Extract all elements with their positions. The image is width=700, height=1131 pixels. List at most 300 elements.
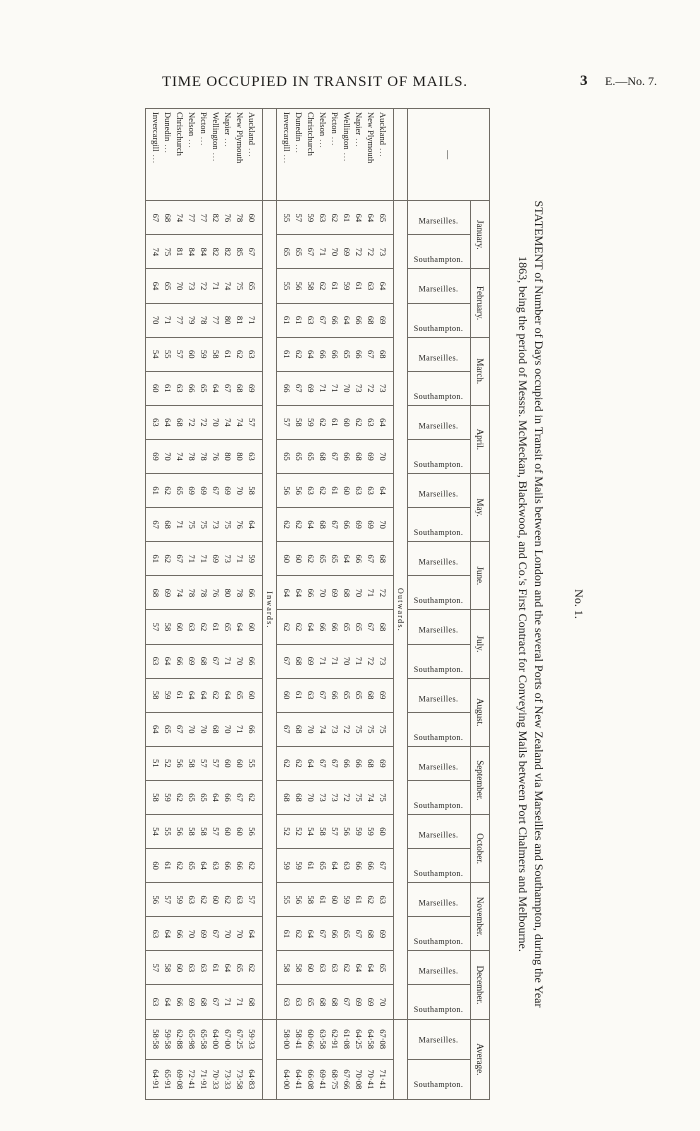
column-header-label: Southampton.: [413, 801, 464, 811]
days-value: 70: [378, 452, 388, 461]
days-value: 64: [163, 418, 173, 427]
days-value: 64: [306, 759, 316, 768]
days-value: 75: [163, 247, 173, 257]
days-value: 69: [378, 690, 388, 700]
port-name-text: Christchurch: [306, 112, 316, 156]
days-value: 65: [187, 861, 197, 870]
days-value: 71·41: [378, 1069, 388, 1090]
days-value: 64: [306, 929, 316, 939]
southampton-values: [146, 917, 263, 951]
days-value: 67: [366, 622, 376, 632]
marseilles-values: [146, 474, 263, 508]
days-value: 68: [378, 349, 388, 359]
column-header-label: Marseilles.: [418, 762, 459, 772]
marseilles-column-header: [408, 678, 471, 712]
southampton-column-header: [408, 576, 471, 610]
port-name: [198, 112, 210, 200]
days-value: 69: [163, 588, 173, 598]
days-value: 60: [175, 622, 185, 632]
days-value: 74: [175, 588, 185, 598]
days-value: 59: [306, 418, 316, 427]
southampton-values: [277, 917, 394, 951]
days-value: 66: [354, 349, 364, 359]
column-header-label: Southampton.: [413, 460, 464, 470]
days-value: 74: [223, 281, 233, 291]
days-value: 70·08: [354, 1069, 364, 1090]
days-value: 56: [151, 895, 161, 904]
days-value: 63: [306, 315, 316, 325]
days-value: 65·58: [199, 1029, 209, 1050]
days-value: 60: [282, 554, 292, 564]
days-value: 61: [163, 861, 173, 870]
days-value: 82: [211, 247, 221, 257]
days-value: 61: [211, 622, 221, 632]
days-value: 80: [235, 452, 245, 461]
days-value: 62: [199, 895, 209, 904]
days-value: 74: [175, 452, 185, 461]
days-value: 58: [151, 793, 161, 802]
days-value: 64: [342, 315, 352, 325]
port-name-text: Napier: [223, 112, 233, 136]
southampton-column-header: [408, 439, 471, 473]
days-value: 70: [330, 247, 340, 257]
days-value: 65: [330, 554, 340, 564]
marseilles-values: [277, 542, 394, 576]
marseilles-column-header: [408, 883, 471, 917]
column-header-label: Southampton.: [413, 596, 464, 606]
days-value: 66: [318, 622, 328, 632]
days-value: 62: [163, 486, 173, 495]
days-value: 73: [211, 520, 221, 529]
days-value: 60: [175, 963, 185, 973]
days-value: 67: [211, 656, 221, 666]
column-header-label: Southampton.: [413, 323, 464, 333]
days-value: 67: [366, 349, 376, 359]
days-value: 66: [175, 656, 185, 666]
column-header-label: Marseilles.: [418, 966, 459, 976]
days-value: 65: [342, 690, 352, 700]
marseilles-column-header: [408, 746, 471, 780]
port-name: [162, 112, 174, 200]
days-value: 70: [354, 588, 364, 598]
days-value: 78: [199, 452, 209, 461]
southampton-values: [277, 303, 394, 337]
days-value: 75: [378, 793, 388, 802]
days-value: 75: [366, 725, 376, 734]
days-value: 61: [223, 349, 233, 359]
days-value: 77: [211, 315, 221, 325]
days-value: 65: [199, 384, 209, 393]
marseilles-values: [277, 951, 394, 985]
section-label: Inwards.: [263, 201, 277, 1019]
days-value: 70: [151, 315, 161, 325]
days-value: 78: [199, 315, 209, 325]
days-value: 69: [187, 486, 197, 495]
port-name: [329, 112, 341, 200]
southampton-values: [146, 849, 263, 883]
days-value: 75: [187, 520, 197, 529]
days-value: 64: [187, 690, 197, 700]
days-value: 62: [294, 759, 304, 768]
days-value: 62: [366, 895, 376, 904]
port-name-text: Nelson: [187, 112, 197, 137]
days-value: 75: [199, 520, 209, 529]
days-value: 72: [378, 588, 388, 598]
days-value: 72: [342, 725, 352, 734]
days-value: 74: [151, 247, 161, 257]
days-value: 61: [330, 486, 340, 495]
column-header-label: Southampton.: [413, 937, 464, 947]
days-value: 64: [235, 622, 245, 632]
days-value: 62: [163, 554, 173, 564]
days-value: 71: [235, 997, 245, 1007]
document-reference: E.—No. 7.: [605, 74, 657, 88]
days-value: 66: [342, 520, 352, 529]
days-value: 68: [366, 759, 376, 768]
marseilles-column-header: [408, 1019, 471, 1059]
days-value: 64: [199, 861, 209, 870]
days-value: 71: [366, 588, 376, 598]
days-value: 77: [175, 315, 185, 325]
days-value: 56: [175, 827, 185, 836]
days-value: 66: [187, 384, 197, 393]
days-value: 69: [306, 656, 316, 666]
days-value: 68: [211, 725, 221, 734]
days-value: 63: [330, 963, 340, 973]
days-value: 68: [199, 656, 209, 666]
column-header-label: Southampton.: [413, 869, 464, 879]
days-value: 63: [247, 452, 257, 461]
days-value: 68: [163, 520, 173, 529]
days-value: 72: [354, 247, 364, 257]
days-value: 60: [306, 963, 316, 973]
days-value: 63: [151, 656, 161, 666]
days-value: 64: [199, 690, 209, 700]
days-value: 61: [318, 895, 328, 904]
leader-dots: ...: [163, 141, 173, 154]
port-name: [174, 112, 186, 200]
days-value: 70: [199, 725, 209, 734]
days-value: 60: [342, 418, 352, 427]
days-value: 61: [294, 315, 304, 325]
days-value: 67: [151, 213, 161, 223]
days-value: 58: [306, 895, 316, 904]
days-value: 67: [282, 725, 292, 734]
days-value: 60: [151, 384, 161, 393]
days-value: 58·58: [151, 1029, 161, 1050]
ports-header: —: [408, 109, 490, 201]
southampton-values: [146, 985, 263, 1019]
days-value: 72: [199, 418, 209, 427]
port-name-text: Nelson: [318, 112, 328, 137]
days-value: 78: [187, 452, 197, 461]
days-value: 60: [247, 622, 257, 632]
marseilles-column-header: [408, 815, 471, 849]
days-value: 63: [235, 895, 245, 904]
marseilles-column-header: [408, 201, 471, 235]
days-value: 71: [318, 247, 328, 257]
days-value: 61: [330, 281, 340, 291]
days-value: 69: [187, 656, 197, 666]
days-value: 67: [330, 520, 340, 529]
days-value: 57: [151, 622, 161, 632]
marseilles-column-header: [408, 405, 471, 439]
days-value: 67: [282, 656, 292, 666]
days-value: 62·91: [330, 1029, 340, 1050]
days-value: 66: [342, 452, 352, 461]
days-value: 69: [366, 997, 376, 1007]
days-value: 57: [247, 418, 257, 427]
days-value: 71: [354, 656, 364, 666]
days-value: 64: [378, 418, 388, 427]
days-value: 79: [187, 315, 197, 325]
days-value: 59·58: [163, 1029, 173, 1050]
column-header-label: Southampton.: [413, 391, 464, 401]
days-value: 65: [378, 213, 388, 223]
transit-table: [145, 108, 490, 1100]
marseilles-values: [146, 883, 263, 917]
southampton-values: [146, 644, 263, 678]
days-value: 77: [187, 213, 197, 223]
days-value: 65: [342, 929, 352, 939]
days-value: 69: [378, 315, 388, 325]
days-value: 66: [318, 349, 328, 359]
days-value: 57: [151, 963, 161, 973]
days-value: 65: [235, 690, 245, 700]
column-header-label: Marseilles.: [418, 625, 459, 635]
days-value: 63: [354, 486, 364, 495]
days-value: 66: [354, 554, 364, 564]
days-value: 68: [175, 418, 185, 427]
days-value: 68: [294, 656, 304, 666]
column-header-label: Southampton.: [413, 664, 464, 674]
days-value: 58: [282, 963, 292, 973]
days-value: 64: [306, 622, 316, 632]
days-value: 62: [318, 418, 328, 427]
days-value: 62: [247, 793, 257, 802]
days-value: 69: [354, 997, 364, 1007]
days-value: 58: [151, 690, 161, 700]
marseilles-values: [277, 474, 394, 508]
days-value: 52: [294, 827, 304, 836]
days-value: 63: [294, 997, 304, 1007]
leader-dots: ...: [187, 136, 197, 149]
days-value: 80: [223, 452, 233, 461]
days-value: 64·25: [354, 1029, 364, 1050]
southampton-values: [146, 508, 263, 542]
days-value: 58: [318, 827, 328, 836]
days-value: 59·33: [247, 1029, 257, 1050]
marseilles-values: [277, 1019, 394, 1059]
table-heading: [496, 104, 588, 1104]
southampton-values: [146, 371, 263, 405]
marseilles-values: [277, 337, 394, 371]
southampton-values: [277, 235, 394, 269]
days-value: 66: [366, 861, 376, 870]
days-value: 61: [306, 861, 316, 870]
days-value: 61: [163, 384, 173, 393]
days-value: 54: [306, 827, 316, 836]
days-value: 68: [378, 554, 388, 564]
days-value: 64·00: [211, 1029, 221, 1050]
days-value: 56: [342, 827, 352, 836]
section-data-row: [277, 109, 394, 1100]
days-value: 75: [354, 725, 364, 734]
days-value: 70: [235, 656, 245, 666]
month-header: April.: [471, 405, 490, 473]
column-header-label: Marseilles.: [418, 216, 459, 226]
days-value: 63·58: [318, 1029, 328, 1050]
port-name: [305, 112, 317, 200]
days-value: 57: [211, 759, 221, 768]
leader-dots: ...: [294, 141, 304, 154]
days-value: 56: [175, 759, 185, 768]
days-value: 63: [306, 486, 316, 495]
caption-line-1: STATEMENT of Number of Days occupied in Transit of Mails between London and the several Ports of New Zealand via Marseilles and Southampton, during the Year: [532, 200, 546, 1008]
southampton-values: [146, 780, 263, 814]
days-value: 73·58: [235, 1069, 245, 1090]
days-value: 66: [247, 725, 257, 734]
days-value: 73·33: [223, 1069, 233, 1090]
days-value: 64: [223, 690, 233, 700]
days-value: 64: [223, 963, 233, 973]
days-value: 59: [342, 895, 352, 904]
days-value: 57: [175, 349, 185, 359]
days-value: 69: [366, 452, 376, 461]
days-value: 61: [151, 486, 161, 495]
month-header: August.: [471, 678, 490, 746]
leader-dots: ...: [223, 135, 233, 148]
leader-dots: ...: [199, 133, 209, 147]
southampton-column-header: [408, 917, 471, 951]
month-header: June.: [471, 542, 490, 610]
month-header: November.: [471, 883, 490, 951]
days-value: 69: [378, 759, 388, 768]
port-name-text: Dunedin: [294, 112, 304, 142]
days-value: 61·08: [342, 1029, 352, 1050]
column-header-label: Marseilles.: [418, 693, 459, 703]
days-value: 56: [294, 486, 304, 495]
days-value: 66: [330, 929, 340, 939]
days-value: 63: [318, 963, 328, 973]
port-name-text: Picton: [330, 112, 340, 134]
days-value: 64: [378, 281, 388, 291]
days-value: 66: [223, 861, 233, 870]
days-value: 70: [378, 997, 388, 1007]
days-value: 66: [306, 588, 316, 598]
days-value: 67: [354, 929, 364, 939]
days-value: 78: [199, 588, 209, 598]
leader-dots: ...: [282, 151, 292, 164]
days-value: 61: [342, 213, 352, 223]
days-value: 60: [223, 759, 233, 768]
column-header-label: Marseilles.: [418, 421, 459, 431]
days-value: 66: [354, 759, 364, 768]
southampton-values: [277, 1059, 394, 1099]
days-value: 84: [199, 247, 209, 257]
rotated-table-block: [118, 104, 588, 1104]
days-value: 60: [187, 349, 197, 359]
port-name: [341, 112, 353, 200]
southampton-column-header: [408, 712, 471, 746]
days-value: 59: [247, 554, 257, 564]
days-value: 59: [199, 349, 209, 359]
marseilles-values: [277, 201, 394, 235]
days-value: 67: [211, 486, 221, 495]
days-value: 72: [199, 281, 209, 291]
southampton-column-header: [408, 849, 471, 883]
days-value: 62: [247, 861, 257, 870]
southampton-values: [146, 1059, 263, 1099]
section-band-spacer: [394, 1019, 408, 1099]
days-value: 67: [294, 384, 304, 393]
days-value: 72: [366, 656, 376, 666]
days-value: 65: [163, 281, 173, 291]
days-value: 73: [330, 793, 340, 802]
days-value: 61: [211, 963, 221, 973]
leader-dots: ...: [151, 151, 161, 164]
days-value: 68: [294, 793, 304, 802]
days-value: 65: [354, 622, 364, 632]
days-value: 62: [318, 486, 328, 495]
days-value: 75: [378, 725, 388, 734]
days-value: 64: [163, 929, 173, 939]
leader-dots: ...: [354, 135, 364, 148]
days-value: 65: [318, 554, 328, 564]
days-value: 67: [223, 384, 233, 393]
days-value: 73: [354, 384, 364, 393]
days-value: 57: [163, 895, 173, 904]
days-value: 73: [378, 384, 388, 393]
days-value: 68: [330, 997, 340, 1007]
days-value: 62: [282, 759, 292, 768]
days-value: 64·83: [247, 1069, 257, 1090]
days-value: 78: [235, 588, 245, 598]
days-value: 62: [282, 622, 292, 632]
running-title: TIME OCCUPIED IN TRANSIT OF MAILS.: [162, 74, 468, 90]
southampton-column-header: [408, 235, 471, 269]
days-value: 66·08: [306, 1069, 316, 1090]
days-value: 65: [282, 247, 292, 257]
days-value: 70: [306, 793, 316, 802]
port-name-text: Auckland: [247, 112, 257, 146]
section-band-spacer: [394, 109, 408, 201]
days-value: 62: [235, 349, 245, 359]
days-value: 64: [163, 656, 173, 666]
days-value: 72: [187, 418, 197, 427]
marseilles-values: [146, 542, 263, 576]
column-header-label: Southampton.: [413, 1079, 464, 1089]
days-value: 71: [235, 554, 245, 564]
days-value: 64: [163, 997, 173, 1007]
column-header-label: Marseilles.: [418, 489, 459, 499]
days-value: 61: [282, 315, 292, 325]
days-value: 62: [306, 554, 316, 564]
days-value: 58: [294, 418, 304, 427]
days-value: 56: [282, 486, 292, 495]
days-value: 63: [151, 929, 161, 939]
days-value: 73: [378, 247, 388, 257]
days-value: 64: [306, 349, 316, 359]
port-name-text: Napier: [354, 112, 364, 136]
days-value: 69: [378, 929, 388, 939]
days-value: 62: [223, 895, 233, 904]
port-name: [186, 112, 198, 200]
days-value: 68: [366, 690, 376, 700]
days-value: 65: [199, 793, 209, 802]
days-value: 67: [247, 247, 257, 257]
days-value: 70: [211, 418, 221, 427]
